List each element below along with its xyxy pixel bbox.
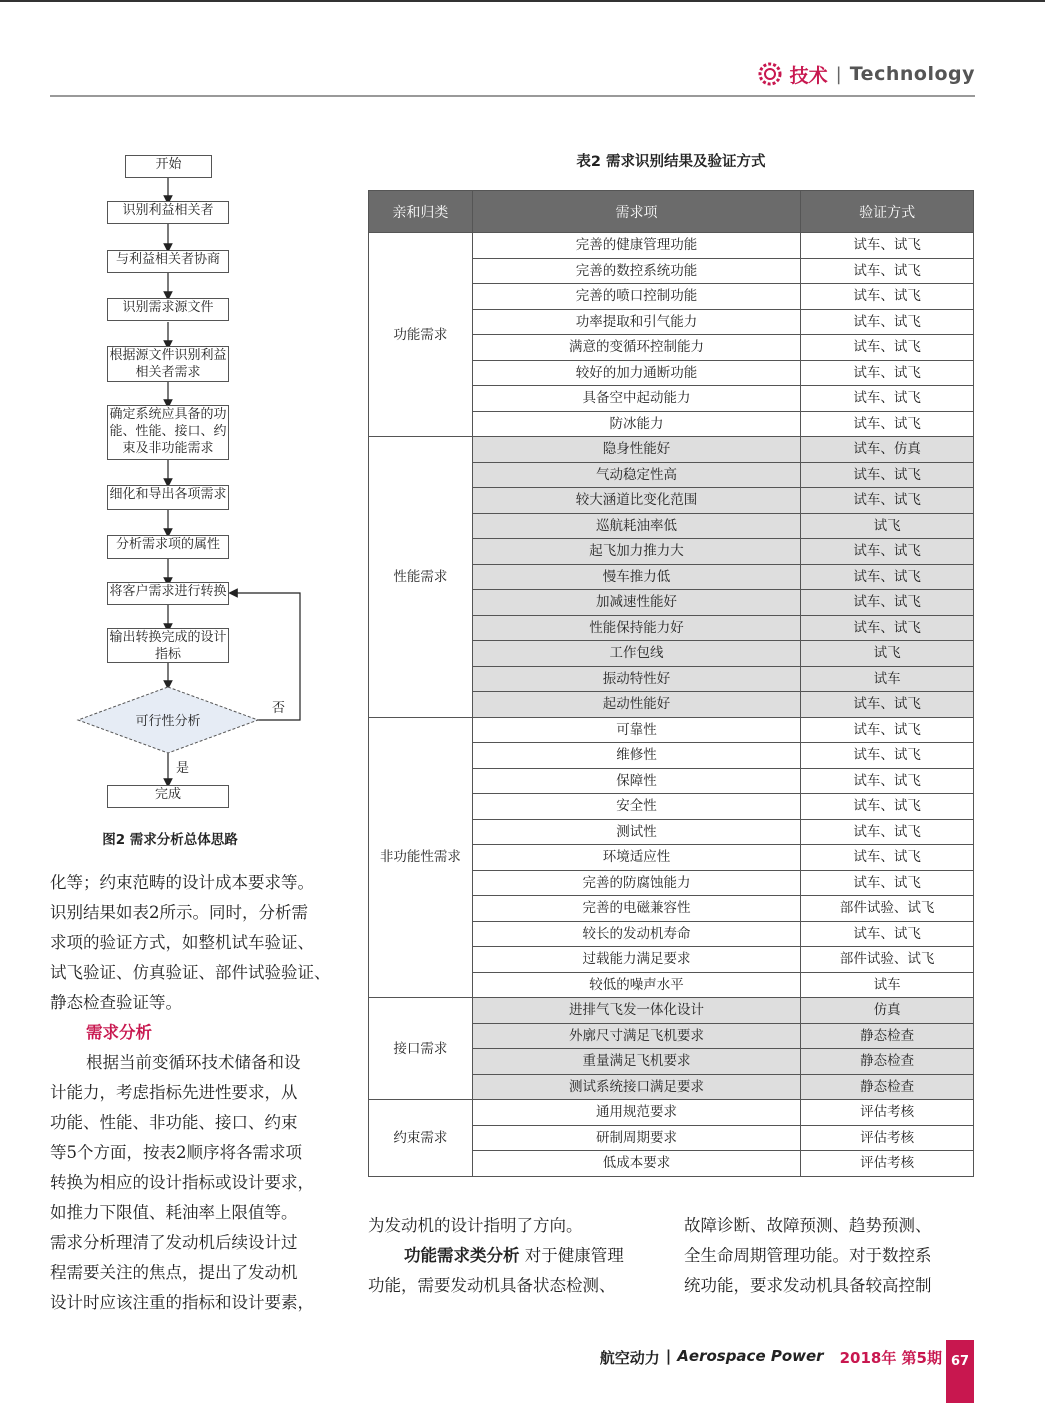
item-cell: 安全性 — [472, 794, 800, 820]
verification-cell: 静态检查 — [801, 1074, 974, 1100]
flow-step-2: 与利益相关者协商 — [107, 250, 229, 273]
item-cell: 巡航耗油率低 — [472, 513, 800, 539]
issue: 2018年 第5期 — [839, 1349, 942, 1367]
text-span: 对于健康管理 — [519, 1246, 624, 1265]
journal-en: Aerospace Power — [677, 1347, 824, 1365]
footer-separator: | — [665, 1347, 672, 1365]
verification-cell: 试飞 — [801, 513, 974, 539]
header-category: 亲和归类 — [369, 191, 473, 233]
verification-cell: 试车、试飞 — [801, 743, 974, 769]
flow-step-1: 识别利益相关者 — [107, 201, 229, 224]
requirements-table — [368, 190, 974, 1177]
text-line: 静态检查验证等。 — [50, 993, 182, 1012]
left-column-text — [50, 868, 343, 1318]
table-row — [369, 998, 974, 1024]
item-cell: 测试系统接口满足要求 — [472, 1074, 800, 1100]
table-row — [369, 717, 974, 743]
text-line: 化等；约束范畴的设计成本要求等。 — [50, 873, 314, 892]
verification-cell: 试车、试飞 — [801, 284, 974, 310]
verification-cell: 评估考核 — [801, 1100, 974, 1126]
flow-step-8: 将客户需求进行转换 — [107, 582, 229, 605]
item-cell: 进排气飞发一体化设计 — [472, 998, 800, 1024]
gear-logo-icon — [758, 62, 782, 86]
footer — [600, 1347, 942, 1368]
verification-cell: 试车、试飞 — [801, 717, 974, 743]
item-cell: 隐身性能好 — [472, 437, 800, 463]
verification-cell: 试车 — [801, 972, 974, 998]
item-cell: 完善的健康管理功能 — [472, 233, 800, 259]
item-cell: 可靠性 — [472, 717, 800, 743]
verification-cell: 试车、试飞 — [801, 845, 974, 871]
item-cell: 重量满足飞机要求 — [472, 1049, 800, 1075]
verification-cell: 试车、试飞 — [801, 335, 974, 361]
item-cell: 较低的噪声水平 — [472, 972, 800, 998]
verification-cell: 试飞 — [801, 641, 974, 667]
verification-cell: 仿真 — [801, 998, 974, 1024]
verification-cell: 试车 — [801, 666, 974, 692]
top-rule — [0, 0, 1045, 2]
group-cell: 性能需求 — [369, 437, 473, 718]
table-body — [369, 233, 974, 1177]
flow-step-5: 确定系统应具备的功能、性能、接口、约束及非功能需求 — [107, 405, 229, 460]
text-line: 计能力，考虑指标先进性要求，从 — [50, 1083, 298, 1102]
item-cell: 工作包线 — [472, 641, 800, 667]
item-cell: 加减速性能好 — [472, 590, 800, 616]
text-line: 全生命周期管理功能。对于数控系 — [684, 1246, 932, 1265]
item-cell: 外廓尺寸满足飞机要求 — [472, 1023, 800, 1049]
table-header-row — [369, 191, 974, 233]
item-cell: 性能保持能力好 — [472, 615, 800, 641]
item-cell: 测试性 — [472, 819, 800, 845]
text-line: 等5个方面，按表2顺序将各需求项 — [50, 1143, 302, 1162]
item-cell: 较长的发动机寿命 — [472, 921, 800, 947]
item-cell: 慢车推力低 — [472, 564, 800, 590]
item-cell: 振动特性好 — [472, 666, 800, 692]
header-separator: | — [835, 63, 842, 85]
item-cell: 起飞加力推力大 — [472, 539, 800, 565]
decision-label: 可行性分析 — [135, 714, 201, 729]
group-cell: 约束需求 — [369, 1100, 473, 1177]
item-cell: 通用规范要求 — [472, 1100, 800, 1126]
verification-cell: 评估考核 — [801, 1125, 974, 1151]
verification-cell: 试车、试飞 — [801, 794, 974, 820]
text-line: 试飞验证、仿真验证、部件试验验证、 — [50, 963, 331, 982]
item-cell: 研制周期要求 — [472, 1125, 800, 1151]
item-cell: 完善的喷口控制功能 — [472, 284, 800, 310]
item-cell: 维修性 — [472, 743, 800, 769]
verification-cell: 试车、试飞 — [801, 411, 974, 437]
flow-step-6: 细化和导出各项需求 — [107, 485, 229, 510]
text-line: 求项的验证方式，如整机试车验证、 — [50, 933, 314, 952]
table-row — [369, 1100, 974, 1126]
verification-cell: 静态检查 — [801, 1023, 974, 1049]
item-cell: 较好的加力通断功能 — [472, 360, 800, 386]
table-caption: 表2 需求识别结果及验证方式 — [576, 154, 766, 170]
text-line: 程需要关注的焦点，提出了发动机 — [50, 1263, 298, 1282]
item-cell: 具备空中起动能力 — [472, 386, 800, 412]
text-line: 统功能，要求发动机具备较高控制 — [684, 1276, 932, 1295]
section-heading: 需求分析 — [86, 1023, 152, 1042]
text-line: 识别结果如表2所示。同时，分析需 — [50, 903, 308, 922]
middle-column-text — [368, 1211, 661, 1301]
flow-end: 完成 — [107, 785, 229, 808]
table-row — [369, 233, 974, 259]
verification-cell: 试车、试飞 — [801, 615, 974, 641]
running-header — [758, 60, 975, 88]
verification-cell: 静态检查 — [801, 1049, 974, 1075]
text-line: 转换为相应的设计指标或设计要求， — [50, 1173, 314, 1192]
verification-cell: 试车、试飞 — [801, 819, 974, 845]
flow-step-7: 分析需求项的属性 — [107, 535, 229, 559]
header-item: 需求项 — [472, 191, 800, 233]
item-cell: 保障性 — [472, 768, 800, 794]
verification-cell: 试车、仿真 — [801, 437, 974, 463]
figure-caption: 图2 需求分析总体思路 — [102, 832, 238, 848]
text-line: 功能，需要发动机具备状态检测、 — [368, 1276, 616, 1295]
header-verification: 验证方式 — [801, 191, 974, 233]
verification-cell: 试车、试飞 — [801, 539, 974, 565]
verification-cell: 试车、试飞 — [801, 258, 974, 284]
item-cell: 防冰能力 — [472, 411, 800, 437]
verification-cell: 试车、试飞 — [801, 564, 974, 590]
verification-cell: 部件试验、试飞 — [801, 947, 974, 973]
flow-start: 开始 — [125, 155, 212, 178]
verification-cell: 试车、试飞 — [801, 309, 974, 335]
flow-step-9: 输出转换完成的设计指标 — [107, 628, 229, 663]
verification-cell: 试车、试飞 — [801, 921, 974, 947]
flow-step-4: 根据源文件识别利益相关者需求 — [107, 346, 229, 382]
flow-step-3: 识别需求源文件 — [107, 298, 229, 321]
text-line: 根据当前变循环技术储备和设 — [86, 1053, 301, 1072]
item-cell: 满意的变循环控制能力 — [472, 335, 800, 361]
verification-cell: 试车、试飞 — [801, 488, 974, 514]
text-line: 如推力下限值、耗油率上限值等。 — [50, 1203, 298, 1222]
verification-cell: 试车、试飞 — [801, 692, 974, 718]
item-cell: 起动性能好 — [472, 692, 800, 718]
page-number: 67 — [946, 1340, 974, 1403]
verification-cell: 试车、试飞 — [801, 768, 974, 794]
item-cell: 较大涵道比变化范围 — [472, 488, 800, 514]
group-cell: 功能需求 — [369, 233, 473, 437]
verification-cell: 评估考核 — [801, 1151, 974, 1177]
verification-cell: 部件试验、试飞 — [801, 896, 974, 922]
text-line — [368, 1241, 661, 1271]
item-cell: 完善的电磁兼容性 — [472, 896, 800, 922]
journal-zh: 航空动力 — [599, 1349, 660, 1367]
item-cell: 完善的防腐蚀能力 — [472, 870, 800, 896]
right-column-text — [684, 1211, 976, 1301]
subsection-heading: 功能需求类分析 — [404, 1246, 520, 1265]
section-en: Technology — [849, 63, 975, 85]
text-line: 设计时应该注重的指标和设计要素， — [50, 1293, 314, 1312]
text-line: 需求分析理清了发动机后续设计过 — [50, 1233, 298, 1252]
item-cell: 气动稳定性高 — [472, 462, 800, 488]
verification-cell: 试车、试飞 — [801, 233, 974, 259]
item-cell: 过载能力满足要求 — [472, 947, 800, 973]
text-line: 功能、性能、非功能、接口、约束 — [50, 1113, 298, 1132]
header-rule — [50, 95, 975, 97]
text-line: 故障诊断、故障预测、趋势预测、 — [684, 1216, 932, 1235]
verification-cell: 试车、试飞 — [801, 386, 974, 412]
verification-cell: 试车、试飞 — [801, 870, 974, 896]
yes-label: 是 — [176, 761, 190, 776]
table-row — [369, 437, 974, 463]
item-cell: 低成本要求 — [472, 1151, 800, 1177]
group-cell: 非功能性需求 — [369, 717, 473, 998]
verification-cell: 试车、试飞 — [801, 590, 974, 616]
no-label: 否 — [272, 701, 286, 716]
item-cell: 环境适应性 — [472, 845, 800, 871]
verification-cell: 试车、试飞 — [801, 360, 974, 386]
text-line: 为发动机的设计指明了方向。 — [368, 1216, 583, 1235]
item-cell: 完善的数控系统功能 — [472, 258, 800, 284]
section-zh: 技术 — [789, 64, 828, 87]
group-cell: 接口需求 — [369, 998, 473, 1100]
verification-cell: 试车、试飞 — [801, 462, 974, 488]
item-cell: 功率提取和引气能力 — [472, 309, 800, 335]
